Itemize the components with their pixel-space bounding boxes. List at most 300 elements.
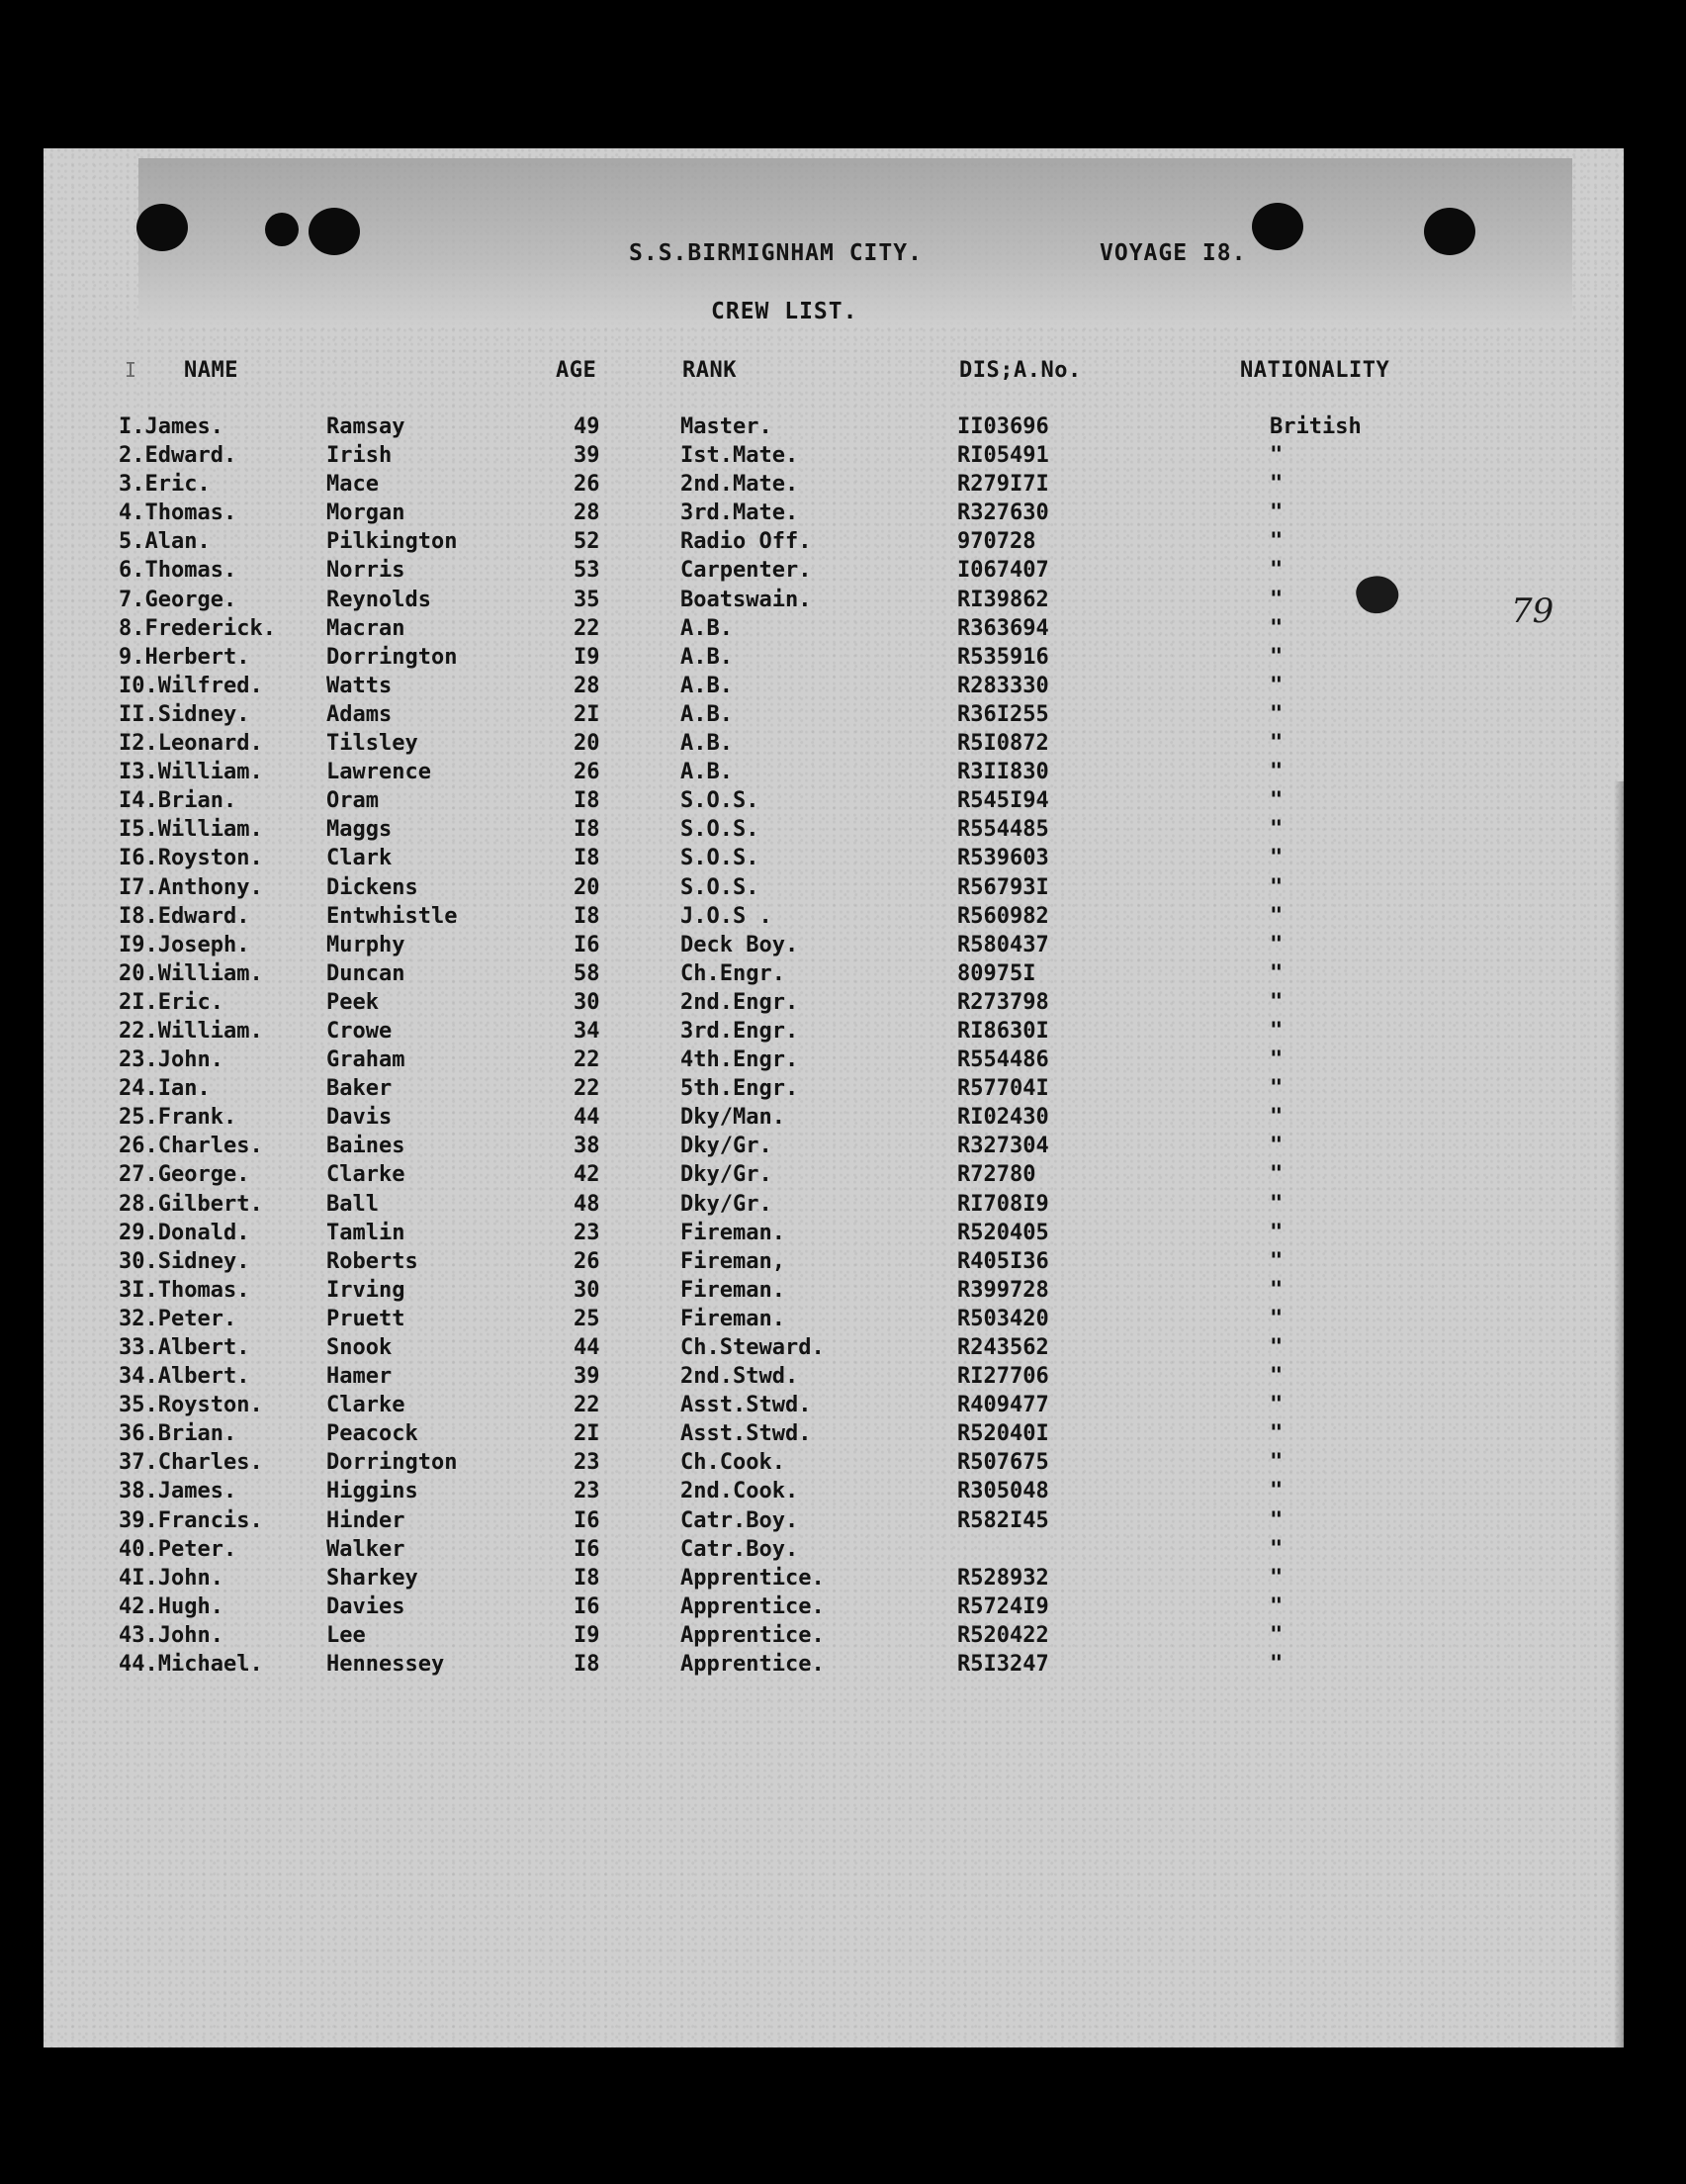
crew-dis-number: R554485: [957, 817, 1049, 843]
crew-nationality: ": [1270, 615, 1284, 641]
crew-nationality: ": [1270, 587, 1284, 612]
crew-rank: Fireman.: [680, 1277, 785, 1303]
crew-row: [0, 1219, 1686, 1247]
crew-row: [0, 1621, 1686, 1650]
crew-age: 30: [574, 1277, 600, 1303]
crew-nationality: ": [1270, 874, 1284, 900]
crew-last-name: Entwhistle: [326, 903, 458, 929]
crew-last-name: Peek: [326, 989, 379, 1015]
crew-row: [0, 1132, 1686, 1160]
crew-age: I8: [574, 1652, 600, 1678]
crew-rank: Carpenter.: [680, 558, 812, 584]
crew-first-name: I5.William.: [119, 817, 263, 843]
crew-age: 28: [574, 500, 600, 526]
crew-row: [0, 1247, 1686, 1276]
crew-nationality: ": [1270, 472, 1284, 498]
crew-row: [0, 988, 1686, 1017]
crew-first-name: I0.Wilfred.: [119, 673, 263, 698]
crew-row: [0, 1276, 1686, 1305]
crew-age: 23: [574, 1220, 600, 1245]
crew-first-name: 33.Albert.: [119, 1335, 250, 1360]
crew-rank: Master.: [680, 414, 772, 439]
crew-dis-number: R409477: [957, 1393, 1049, 1418]
crew-rank: Fireman,: [680, 1248, 785, 1274]
crew-first-name: 28.Gilbert.: [119, 1191, 263, 1217]
crew-nationality: ": [1270, 1565, 1284, 1591]
crew-row: [0, 1419, 1686, 1448]
crew-first-name: 36.Brian.: [119, 1421, 237, 1447]
crew-row: [0, 844, 1686, 872]
crew-row: [0, 1333, 1686, 1362]
crew-rank: 2nd.Stwd.: [680, 1364, 799, 1390]
crew-dis-number: RI708I9: [957, 1191, 1049, 1217]
crew-dis-number: R36I255: [957, 701, 1049, 727]
crew-age: 35: [574, 587, 600, 612]
crew-last-name: Snook: [326, 1335, 393, 1360]
crew-nationality: ": [1270, 846, 1284, 871]
crew-age: 30: [574, 989, 600, 1015]
crew-age: I6: [574, 1536, 600, 1562]
crew-rank: Deck Boy.: [680, 932, 799, 957]
crew-last-name: Hennessey: [326, 1652, 445, 1678]
crew-age: 22: [574, 1393, 600, 1418]
crew-rank: J.O.S .: [680, 903, 772, 929]
crew-row: [0, 499, 1686, 527]
crew-first-name: 5.Alan.: [119, 529, 211, 555]
crew-age: 44: [574, 1105, 600, 1131]
crew-row: [0, 1103, 1686, 1132]
crew-age: I8: [574, 788, 600, 814]
crew-rank: A.B.: [680, 701, 733, 727]
crew-rank: 3rd.Engr.: [680, 1018, 799, 1044]
crew-age: I6: [574, 932, 600, 957]
crew-dis-number: R273798: [957, 989, 1049, 1015]
crew-first-name: 42.Hugh.: [119, 1593, 223, 1619]
crew-first-name: I2.Leonard.: [119, 731, 263, 757]
crew-rank: Ch.Steward.: [680, 1335, 825, 1360]
crew-age: 39: [574, 443, 600, 469]
crew-age: I9: [574, 1622, 600, 1648]
crew-nationality: ": [1270, 1105, 1284, 1131]
crew-age: 20: [574, 874, 600, 900]
crew-dis-number: R528932: [957, 1565, 1049, 1591]
punch-hole-icon: [1424, 208, 1475, 255]
crew-row: [0, 1160, 1686, 1189]
crew-row: [0, 902, 1686, 931]
crew-rank: A.B.: [680, 644, 733, 670]
crew-last-name: Murphy: [326, 932, 405, 957]
crew-row: [0, 586, 1686, 614]
header-nationality: NATIONALITY: [1240, 358, 1390, 383]
crew-dis-number: R539603: [957, 846, 1049, 871]
punch-hole-icon: [265, 213, 299, 246]
crew-row: [0, 412, 1686, 441]
crew-dis-number: R503420: [957, 1306, 1049, 1331]
crew-nationality: ": [1270, 673, 1284, 698]
crew-nationality: ": [1270, 644, 1284, 670]
crew-first-name: 40.Peter.: [119, 1536, 237, 1562]
crew-first-name: 34.Albert.: [119, 1364, 250, 1390]
crew-nationality: ": [1270, 731, 1284, 757]
crew-last-name: Irish: [326, 443, 393, 469]
crew-dis-number: R279I7I: [957, 472, 1049, 498]
crew-dis-number: RI02430: [957, 1105, 1049, 1131]
crew-age: 58: [574, 960, 600, 986]
crew-last-name: Duncan: [326, 960, 405, 986]
crew-row: [0, 1650, 1686, 1679]
crew-nationality: ": [1270, 1421, 1284, 1447]
crew-rank: Dky/Gr.: [680, 1134, 772, 1159]
crew-rank: A.B.: [680, 760, 733, 785]
crew-row: [0, 700, 1686, 729]
crew-last-name: Mace: [326, 472, 379, 498]
crew-rank: A.B.: [680, 673, 733, 698]
crew-row: [0, 470, 1686, 499]
crew-first-name: 35.Royston.: [119, 1393, 263, 1418]
crew-last-name: Pruett: [326, 1306, 405, 1331]
crew-dis-number: R243562: [957, 1335, 1049, 1360]
crew-nationality: ": [1270, 1536, 1284, 1562]
crew-rank: 5th.Engr.: [680, 1076, 799, 1102]
crew-last-name: Irving: [326, 1277, 405, 1303]
crew-last-name: Clarke: [326, 1162, 405, 1188]
crew-nationality: ": [1270, 1479, 1284, 1504]
crew-dis-number: R56793I: [957, 874, 1049, 900]
crew-dis-number: II03696: [957, 414, 1049, 439]
crew-first-name: II.Sidney.: [119, 701, 250, 727]
crew-first-name: 24.Ian.: [119, 1076, 211, 1102]
crew-row: [0, 1477, 1686, 1505]
crew-first-name: 26.Charles.: [119, 1134, 263, 1159]
crew-first-name: I4.Brian.: [119, 788, 237, 814]
crew-row: [0, 556, 1686, 585]
crew-first-name: 27.George.: [119, 1162, 250, 1188]
crew-rank: Boatswain.: [680, 587, 812, 612]
crew-rank: Apprentice.: [680, 1565, 825, 1591]
crew-nationality: ": [1270, 760, 1284, 785]
header-name: NAME: [184, 358, 238, 383]
crew-age: 39: [574, 1364, 600, 1390]
crew-nationality: ": [1270, 1622, 1284, 1648]
crew-first-name: 7.George.: [119, 587, 237, 612]
crew-last-name: Baines: [326, 1134, 405, 1159]
crew-age: 22: [574, 1047, 600, 1073]
crew-last-name: Norris: [326, 558, 405, 584]
crew-first-name: 4.Thomas.: [119, 500, 237, 526]
crew-age: 22: [574, 615, 600, 641]
crew-age: I6: [574, 1593, 600, 1619]
crew-nationality: ": [1270, 443, 1284, 469]
crew-age: I9: [574, 644, 600, 670]
page-title: CREW LIST.: [711, 299, 858, 324]
crew-nationality: ": [1270, 1507, 1284, 1533]
crew-last-name: Tamlin: [326, 1220, 405, 1245]
crew-last-name: Graham: [326, 1047, 405, 1073]
crew-nationality: ": [1270, 1076, 1284, 1102]
margin-mark: I: [125, 358, 137, 382]
crew-dis-number: R5I0872: [957, 731, 1049, 757]
crew-dis-number: R5I3247: [957, 1652, 1049, 1678]
crew-last-name: Oram: [326, 788, 379, 814]
crew-row: [0, 1046, 1686, 1074]
crew-rank: Dky/Gr.: [680, 1191, 772, 1217]
crew-last-name: Pilkington: [326, 529, 458, 555]
crew-row: [0, 1074, 1686, 1103]
crew-dis-number: R3II830: [957, 760, 1049, 785]
crew-last-name: Baker: [326, 1076, 393, 1102]
crew-last-name: Crowe: [326, 1018, 393, 1044]
crew-last-name: Higgins: [326, 1479, 418, 1504]
crew-last-name: Walker: [326, 1536, 405, 1562]
crew-row: [0, 643, 1686, 672]
crew-dis-number: R545I94: [957, 788, 1049, 814]
crew-row: [0, 873, 1686, 902]
crew-row: [0, 1564, 1686, 1592]
crew-rank: A.B.: [680, 615, 733, 641]
crew-row: [0, 729, 1686, 758]
crew-nationality: ": [1270, 960, 1284, 986]
crew-dis-number: R535916: [957, 644, 1049, 670]
crew-first-name: 44.Michael.: [119, 1652, 263, 1678]
crew-rank: 4th.Engr.: [680, 1047, 799, 1073]
crew-rank: 3rd.Mate.: [680, 500, 799, 526]
crew-dis-number: R327630: [957, 500, 1049, 526]
crew-nationality: ": [1270, 989, 1284, 1015]
crew-last-name: Peacock: [326, 1421, 418, 1447]
crew-dis-number: RI05491: [957, 443, 1049, 469]
crew-table: [0, 412, 1686, 1679]
crew-first-name: 37.Charles.: [119, 1450, 263, 1476]
crew-nationality: ": [1270, 1134, 1284, 1159]
crew-nationality: ": [1270, 1162, 1284, 1188]
crew-row: [0, 931, 1686, 959]
crew-row: [0, 815, 1686, 844]
crew-nationality: ": [1270, 1593, 1284, 1619]
crew-dis-number: R580437: [957, 932, 1049, 957]
crew-nationality: ": [1270, 817, 1284, 843]
crew-first-name: 29.Donald.: [119, 1220, 250, 1245]
crew-last-name: Ramsay: [326, 414, 405, 439]
crew-dis-number: R52040I: [957, 1421, 1049, 1447]
crew-first-name: 30.Sidney.: [119, 1248, 250, 1274]
crew-last-name: Macran: [326, 615, 405, 641]
crew-age: 26: [574, 472, 600, 498]
crew-age: I8: [574, 903, 600, 929]
crew-first-name: I6.Royston.: [119, 846, 263, 871]
crew-dis-number: R560982: [957, 903, 1049, 929]
crew-row: [0, 1592, 1686, 1621]
crew-age: 2I: [574, 1421, 600, 1447]
crew-rank: S.O.S.: [680, 817, 759, 843]
crew-rank: Dky/Gr.: [680, 1162, 772, 1188]
crew-rank: 2nd.Engr.: [680, 989, 799, 1015]
crew-nationality: ": [1270, 1277, 1284, 1303]
crew-dis-number: R520422: [957, 1622, 1049, 1648]
crew-rank: Asst.Stwd.: [680, 1421, 812, 1447]
crew-first-name: I9.Joseph.: [119, 932, 250, 957]
crew-first-name: I8.Edward.: [119, 903, 250, 929]
crew-rank: Asst.Stwd.: [680, 1393, 812, 1418]
crew-first-name: 8.Frederick.: [119, 615, 276, 641]
crew-age: 38: [574, 1134, 600, 1159]
crew-first-name: 9.Herbert.: [119, 644, 250, 670]
crew-rank: S.O.S.: [680, 874, 759, 900]
ship-title: S.S.BIRMIGNHAM CITY.: [629, 240, 923, 266]
crew-rank: S.O.S.: [680, 788, 759, 814]
crew-last-name: Sharkey: [326, 1565, 418, 1591]
crew-dis-number: R520405: [957, 1220, 1049, 1245]
crew-first-name: I.James.: [119, 414, 223, 439]
crew-last-name: Lee: [326, 1622, 366, 1648]
crew-nationality: British: [1270, 414, 1362, 439]
crew-first-name: 2.Edward.: [119, 443, 237, 469]
crew-dis-number: R507675: [957, 1450, 1049, 1476]
crew-rank: Catr.Boy.: [680, 1507, 799, 1533]
crew-age: 22: [574, 1076, 600, 1102]
crew-last-name: Dickens: [326, 874, 418, 900]
crew-last-name: Watts: [326, 673, 393, 698]
crew-last-name: Davis: [326, 1105, 393, 1131]
crew-dis-number: R582I45: [957, 1507, 1049, 1533]
crew-dis-number: R72780: [957, 1162, 1036, 1188]
voyage-number: VOYAGE I8.: [1100, 240, 1247, 266]
crew-first-name: 3I.Thomas.: [119, 1277, 250, 1303]
crew-age: I8: [574, 1565, 600, 1591]
crew-age: 20: [574, 731, 600, 757]
crew-rank: 2nd.Mate.: [680, 472, 799, 498]
crew-age: 28: [574, 673, 600, 698]
crew-age: 34: [574, 1018, 600, 1044]
crew-row: [0, 758, 1686, 786]
crew-last-name: Clarke: [326, 1393, 405, 1418]
crew-rank: Ch.Cook.: [680, 1450, 785, 1476]
crew-nationality: ": [1270, 1191, 1284, 1217]
crew-dis-number: RI27706: [957, 1364, 1049, 1390]
crew-first-name: 32.Peter.: [119, 1306, 237, 1331]
crew-age: 52: [574, 529, 600, 555]
crew-age: 25: [574, 1306, 600, 1331]
crew-age: I8: [574, 846, 600, 871]
crew-rank: Ch.Engr.: [680, 960, 785, 986]
crew-last-name: Adams: [326, 701, 393, 727]
crew-rank: 2nd.Cook.: [680, 1479, 799, 1504]
crew-first-name: 25.Frank.: [119, 1105, 237, 1131]
crew-row: [0, 1362, 1686, 1391]
crew-dis-number: R57704I: [957, 1076, 1049, 1102]
crew-last-name: Maggs: [326, 817, 393, 843]
crew-row: [0, 1448, 1686, 1477]
crew-row: [0, 1305, 1686, 1333]
crew-last-name: Clark: [326, 846, 393, 871]
crew-last-name: Dorrington: [326, 1450, 458, 1476]
crew-dis-number: R305048: [957, 1479, 1049, 1504]
crew-last-name: Reynolds: [326, 587, 431, 612]
crew-nationality: ": [1270, 903, 1284, 929]
crew-rank: Radio Off.: [680, 529, 812, 555]
header-age: AGE: [556, 358, 597, 383]
crew-age: 23: [574, 1450, 600, 1476]
crew-dis-number: RI8630I: [957, 1018, 1049, 1044]
header-rank: RANK: [682, 358, 737, 383]
crew-nationality: ": [1270, 529, 1284, 555]
crew-rank: Fireman.: [680, 1306, 785, 1331]
crew-age: 53: [574, 558, 600, 584]
crew-row: [0, 1017, 1686, 1046]
crew-first-name: 4I.John.: [119, 1565, 223, 1591]
crew-nationality: ": [1270, 932, 1284, 957]
crew-nationality: ": [1270, 1306, 1284, 1331]
crew-rank: S.O.S.: [680, 846, 759, 871]
crew-last-name: Roberts: [326, 1248, 418, 1274]
crew-last-name: Morgan: [326, 500, 405, 526]
crew-row: [0, 1391, 1686, 1419]
punch-hole-icon: [136, 204, 188, 251]
crew-row: [0, 441, 1686, 470]
crew-first-name: 6.Thomas.: [119, 558, 237, 584]
crew-nationality: ": [1270, 1220, 1284, 1245]
crew-first-name: 20.William.: [119, 960, 263, 986]
crew-last-name: Dorrington: [326, 644, 458, 670]
crew-age: 23: [574, 1479, 600, 1504]
crew-dis-number: I067407: [957, 558, 1049, 584]
crew-row: [0, 527, 1686, 556]
crew-nationality: ": [1270, 558, 1284, 584]
crew-rank: Apprentice.: [680, 1593, 825, 1619]
crew-age: 44: [574, 1335, 600, 1360]
header-dis-number: DIS;A.No.: [959, 358, 1082, 383]
crew-nationality: ": [1270, 1364, 1284, 1390]
crew-last-name: Hinder: [326, 1507, 405, 1533]
crew-rank: Apprentice.: [680, 1622, 825, 1648]
crew-nationality: ": [1270, 701, 1284, 727]
crew-last-name: Ball: [326, 1191, 379, 1217]
crew-dis-number: R363694: [957, 615, 1049, 641]
crew-nationality: ": [1270, 1335, 1284, 1360]
punch-hole-icon: [1252, 203, 1303, 250]
crew-first-name: I7.Anthony.: [119, 874, 263, 900]
crew-row: [0, 672, 1686, 700]
crew-first-name: 38.James.: [119, 1479, 237, 1504]
crew-first-name: I3.William.: [119, 760, 263, 785]
crew-rank: Fireman.: [680, 1220, 785, 1245]
crew-nationality: ": [1270, 788, 1284, 814]
crew-age: I6: [574, 1507, 600, 1533]
crew-age: 49: [574, 414, 600, 439]
crew-nationality: ": [1270, 1450, 1284, 1476]
crew-dis-number: 80975I: [957, 960, 1036, 986]
crew-nationality: ": [1270, 1018, 1284, 1044]
handwritten-page-number: 79: [1511, 592, 1554, 631]
crew-nationality: ": [1270, 1047, 1284, 1073]
crew-age: 26: [574, 760, 600, 785]
punch-hole-icon: [309, 208, 360, 255]
crew-first-name: 22.William.: [119, 1018, 263, 1044]
crew-dis-number: R399728: [957, 1277, 1049, 1303]
crew-age: 26: [574, 1248, 600, 1274]
crew-dis-number: RI39862: [957, 587, 1049, 612]
crew-last-name: Davies: [326, 1593, 405, 1619]
crew-rank: Ist.Mate.: [680, 443, 799, 469]
crew-dis-number: R283330: [957, 673, 1049, 698]
crew-row: [0, 614, 1686, 643]
crew-rank: Apprentice.: [680, 1652, 825, 1678]
crew-row: [0, 959, 1686, 988]
crew-rank: Dky/Man.: [680, 1105, 785, 1131]
crew-nationality: ": [1270, 500, 1284, 526]
crew-rank: A.B.: [680, 731, 733, 757]
crew-age: 2I: [574, 701, 600, 727]
crew-age: I8: [574, 817, 600, 843]
